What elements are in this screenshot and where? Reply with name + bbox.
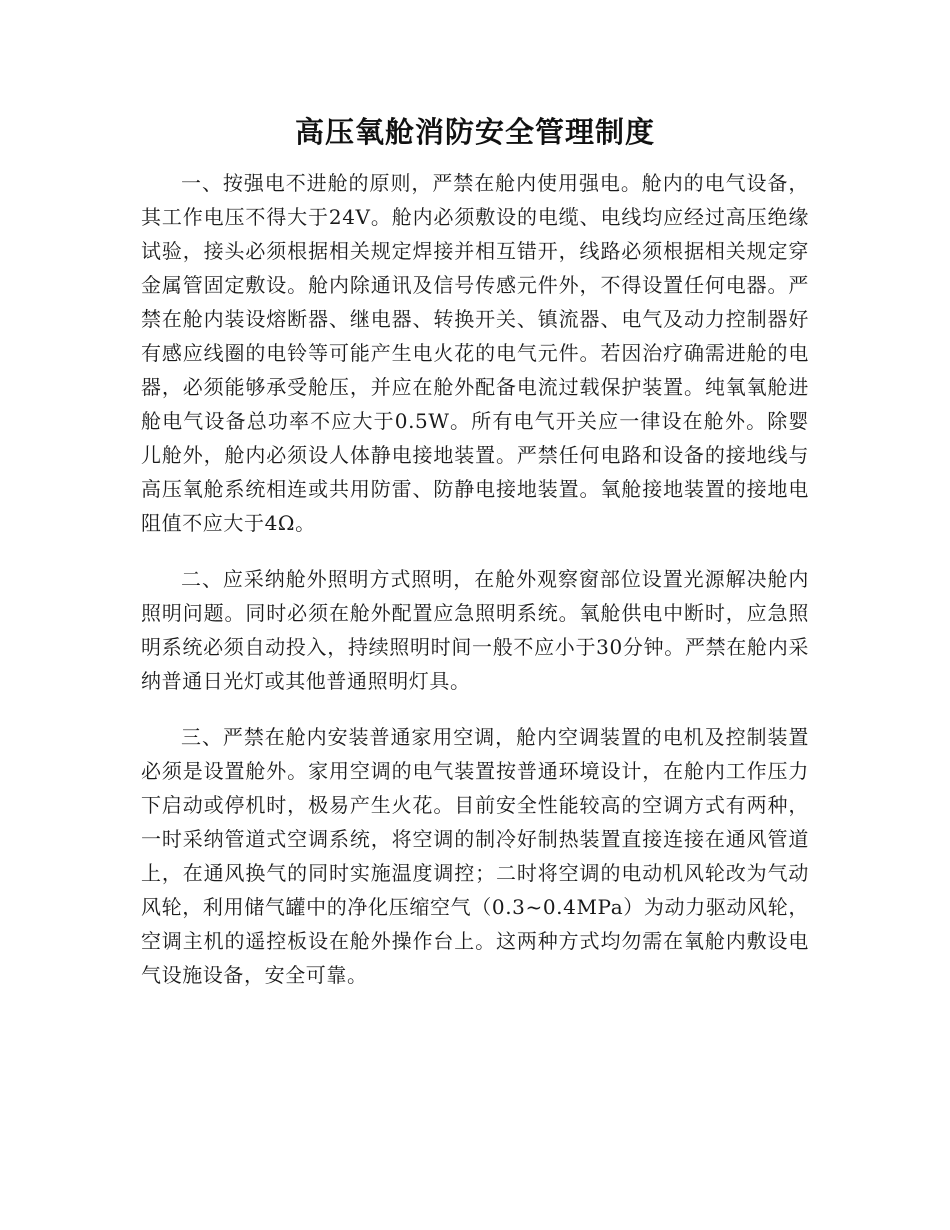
paragraph-2: 二、应采纳舱外照明方式照明，在舱外观察窗部位设置光源解决舱内照明问题。同时必须在舱外配置应急照明系统。氧舱供电中断时，应急照明系统必须自动投入，持续照明时间一般不应小于30分钟。严禁在舱内采纳普通日光灯或其他普通照明灯具。: [141, 567, 809, 693]
document-title: 高压氧舱消防安全管理制度: [294, 115, 655, 149]
document-body: [141, 166, 809, 1014]
paragraph-3: 三、严禁在舱内安装普通家用空调，舱内空调装置的电机及控制装置必须是设置舱外。家用空调的电气装置按普通环境设计，在舱内工作压力下启动或停机时，极易产生火花。目前安全性能较高的空调方式有两种，一时采纳管道式空调系统，将空调的制冷好制热装置直接连接在通风管道上，在通风换气的同时实施温度调控；二时将空调的电动机风轮改为气动风轮，利用储气罐中的净化压缩空气（0.3~0.4MPa）为动力驱动风轮，空调主机的遥控板设在舱外操作台上。这两种方式均勿需在氧舱内敷设电气设施设备，安全可靠。: [141, 725, 809, 987]
paragraph-1: 一、按强电不进舱的原则，严禁在舱内使用强电。舱内的电气设备，其工作电压不得大于24V。舱内必须敷设的电缆、电线均应经过高压绝缘试验，接头必须根据相关规定焊接并相互错开，线路必须根据相关规定穿金属管固定敷设。舱内除通讯及信号传感元件外，不得设置任何电器。严禁在舱内装设熔断器、继电器、转换开关、镇流器、电气及动力控制器好有感应线圈的电铃等可能产生电火花的电气元件。若因治疗确需进舱的电器，必须能够承受舱压，并应在舱外配备电流过载保护装置。纯氧氧舱进舱电气设备总功率不应大于0.5W。所有电气开关应一律设在舱外。除婴儿舱外，舱内必须设人体静电接地装置。严禁任何电路和设备的接地线与高压氧舱系统相连或共用防雷、防静电接地装置。氧舱接地装置的接地电阻值不应大于4Ω。: [141, 171, 809, 535]
